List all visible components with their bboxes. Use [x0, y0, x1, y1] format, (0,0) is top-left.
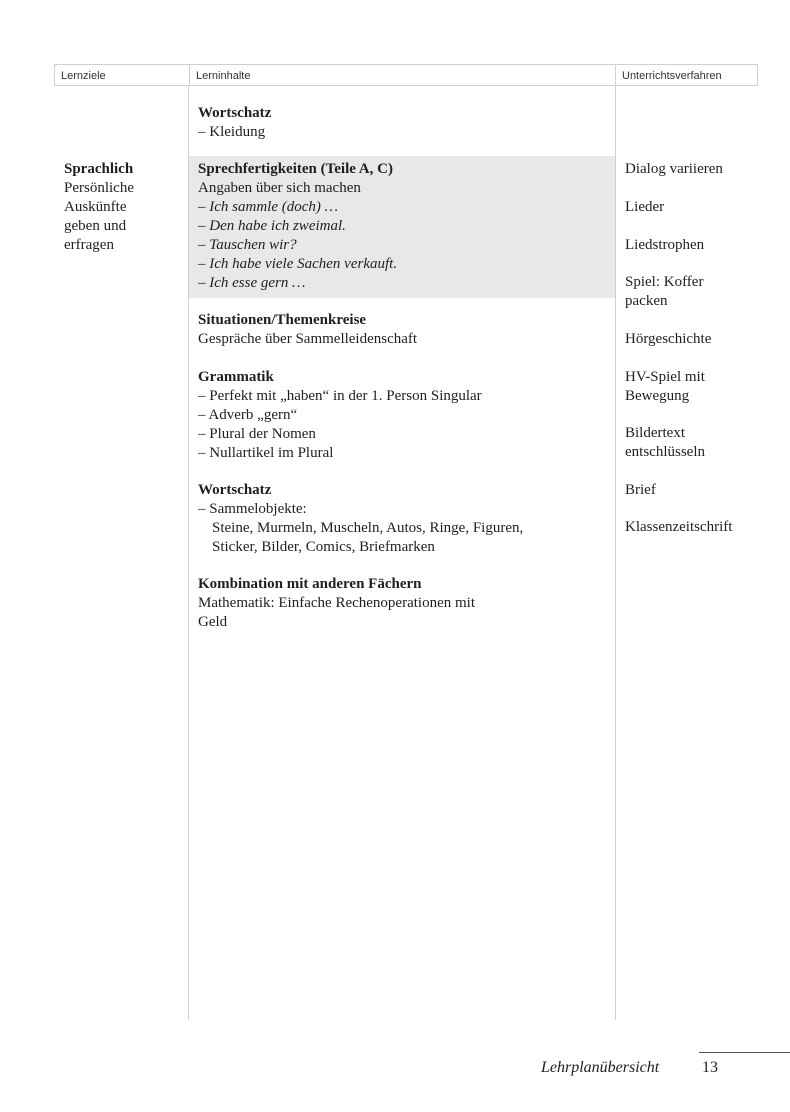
section-line: – Perfekt mit „haben“ in der 1. Person Singular	[198, 388, 482, 404]
header-lernziele: Lernziele	[54, 64, 189, 86]
verfahren-line: packen	[625, 293, 668, 309]
section-line: – Nullartikel im Plural	[198, 445, 334, 461]
section-sprechfertigkeiten	[198, 160, 608, 293]
section-line: Steine, Murmeln, Muscheln, Autos, Ringe, Figuren,	[212, 520, 524, 536]
verfahren-line: Hörgeschichte	[625, 331, 712, 347]
section-grammatik	[198, 368, 608, 463]
verfahren-line: entschlüsseln	[625, 444, 705, 460]
section-line: Mathematik: Einfache Rechenoperationen mit	[198, 595, 475, 611]
verfahren-item	[625, 518, 775, 537]
verfahren-line: Lieder	[625, 199, 665, 215]
section-wortschatz-1	[198, 104, 608, 142]
section-line: – Adverb „gern“	[198, 407, 298, 423]
section-line: Angaben über sich machen	[198, 180, 361, 196]
verfahren-line: Dialog variieren	[625, 161, 723, 177]
section-situationen	[198, 311, 608, 349]
lernziele-line: geben und	[64, 218, 127, 234]
verfahren-item	[625, 236, 775, 255]
verfahren-line: Spiel: Koffer	[625, 274, 704, 290]
header-lerninhalte: Lerninhalte	[189, 64, 615, 86]
lernziele-line: Persönliche	[64, 180, 134, 196]
verfahren-line: HV-Spiel mit	[625, 369, 705, 385]
verfahren-line: Liedstrophen	[625, 237, 705, 253]
section-line: – Den habe ich zweimal.	[198, 218, 346, 234]
verfahren-line: Bildertext	[625, 425, 685, 441]
verfahren-item	[625, 368, 775, 406]
footer-title: Lehrplanübersicht	[541, 1059, 660, 1076]
verfahren-line: Brief	[625, 482, 656, 498]
section-title: Grammatik	[198, 369, 274, 385]
section-line: Sticker, Bilder, Comics, Briefmarken	[212, 539, 435, 555]
section-line: – Ich esse gern …	[198, 275, 306, 291]
section-line: Gespräche über Sammelleidenschaft	[198, 331, 418, 347]
section-line: Geld	[198, 614, 228, 630]
section-title: Kombination mit anderen Fächern	[198, 576, 422, 592]
section-line: – Sammelobjekte:	[198, 501, 307, 517]
section-line: – Kleidung	[198, 124, 266, 140]
lernziele-line: Auskünfte	[64, 199, 127, 215]
header-unterrichtsverfahren: Unterrichtsverfahren	[615, 64, 758, 86]
section-title: Sprechfertigkeiten (Teile A, C)	[198, 161, 393, 177]
section-title: Wortschatz	[198, 482, 272, 498]
lernziele-title: Sprachlich	[64, 161, 134, 177]
section-line: – Plural der Nomen	[198, 426, 316, 442]
verfahren-item	[625, 424, 775, 462]
section-title: Wortschatz	[198, 105, 272, 121]
column-divider-right	[615, 86, 616, 1020]
lernziele-line: erfragen	[64, 237, 114, 253]
verfahren-line: Bewegung	[625, 388, 690, 404]
section-line: – Tauschen wir?	[198, 237, 297, 253]
footer-rule	[699, 1052, 790, 1053]
section-kombination	[198, 575, 608, 632]
lernziele-cell	[64, 160, 184, 255]
verfahren-line: Klassenzeitschrift	[625, 519, 733, 535]
verfahren-item	[625, 198, 775, 217]
section-line: – Ich sammle (doch) …	[198, 199, 338, 215]
section-line: – Ich habe viele Sachen verkauft.	[198, 256, 398, 272]
section-wortschatz-2	[198, 481, 608, 557]
verfahren-item	[625, 330, 775, 349]
page-number: 13	[702, 1059, 718, 1076]
section-title: Situationen/Themenkreise	[198, 312, 367, 328]
verfahren-item	[625, 160, 775, 179]
verfahren-item	[625, 273, 775, 311]
verfahren-item	[625, 481, 775, 500]
